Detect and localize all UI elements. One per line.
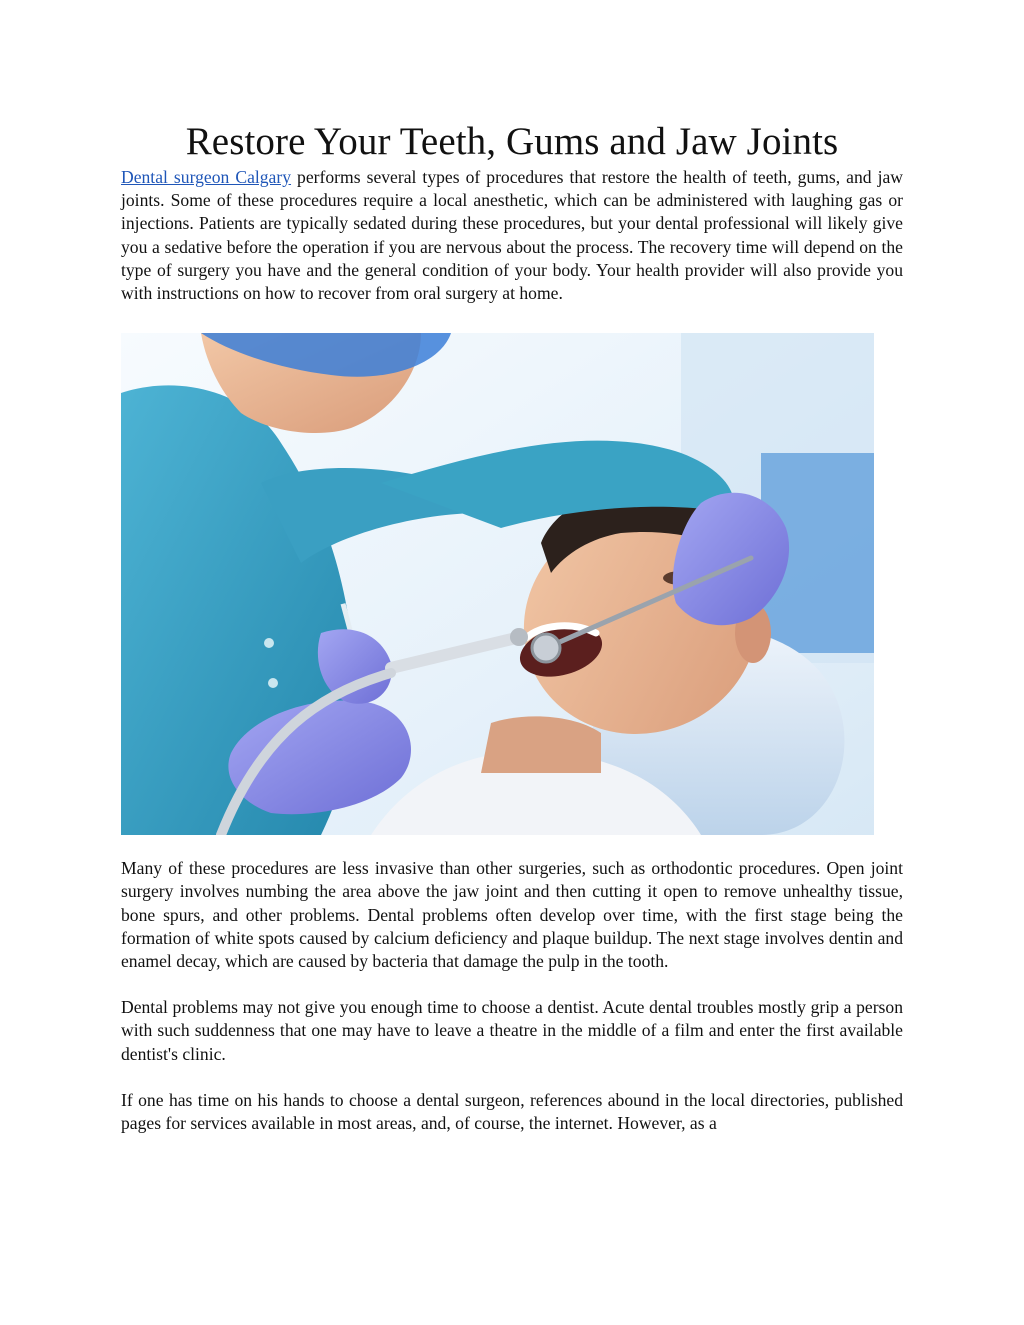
dental-procedure-photo (121, 333, 874, 835)
dental-procedure-illustration (121, 333, 874, 835)
intro-paragraph-text: performs several types of procedures that restore the health of teeth, gums, and jaw joints. Some of these procedures require a local anesthetic, which can be administered with laughing gas or injections. Patients are typically sedated during these procedures, but your dental professional will likely give you a sedative before the operation if you are nervous about the process. The recovery time will depend on the type of surgery you have and the general condition of your body. Your health provider will also provide you with instructions on how to recover from oral surgery at home. (121, 167, 903, 304)
intro-paragraph (121, 166, 903, 305)
paragraph-procedures: Many of these procedures are less invasive than other surgeries, such as orthodontic procedures. Open joint surgery involves numbing the area above the jaw joint and then cutting it open to remove unhealthy tissue, bone spurs, and other problems. Dental problems often develop over time, with the first stage being the formation of white spots caused by calcium deficiency and plaque buildup. The next stage involves dentin and enamel decay, which are caused by bacteria that damage the pulp in the tooth. (121, 858, 903, 972)
dental-surgeon-link[interactable]: Dental surgeon Calgary (121, 167, 292, 187)
page-title: Restore Your Teeth, Gums and Jaw Joints (185, 120, 839, 163)
paragraph-choose-dentist: Dental problems may not give you enough time to choose a dentist. Acute dental troubles mostly grip a person with such suddenness that one may have to leave a theatre in the middle of a film and enter the first available dentist's clinic. (121, 997, 903, 1064)
paragraph-references: If one has time on his hands to choose a dental surgeon, references abound in the local directories, published pages for services available in most areas, and, of course, the internet. However, as a (121, 1089, 903, 1134)
document-page (121, 118, 903, 1135)
